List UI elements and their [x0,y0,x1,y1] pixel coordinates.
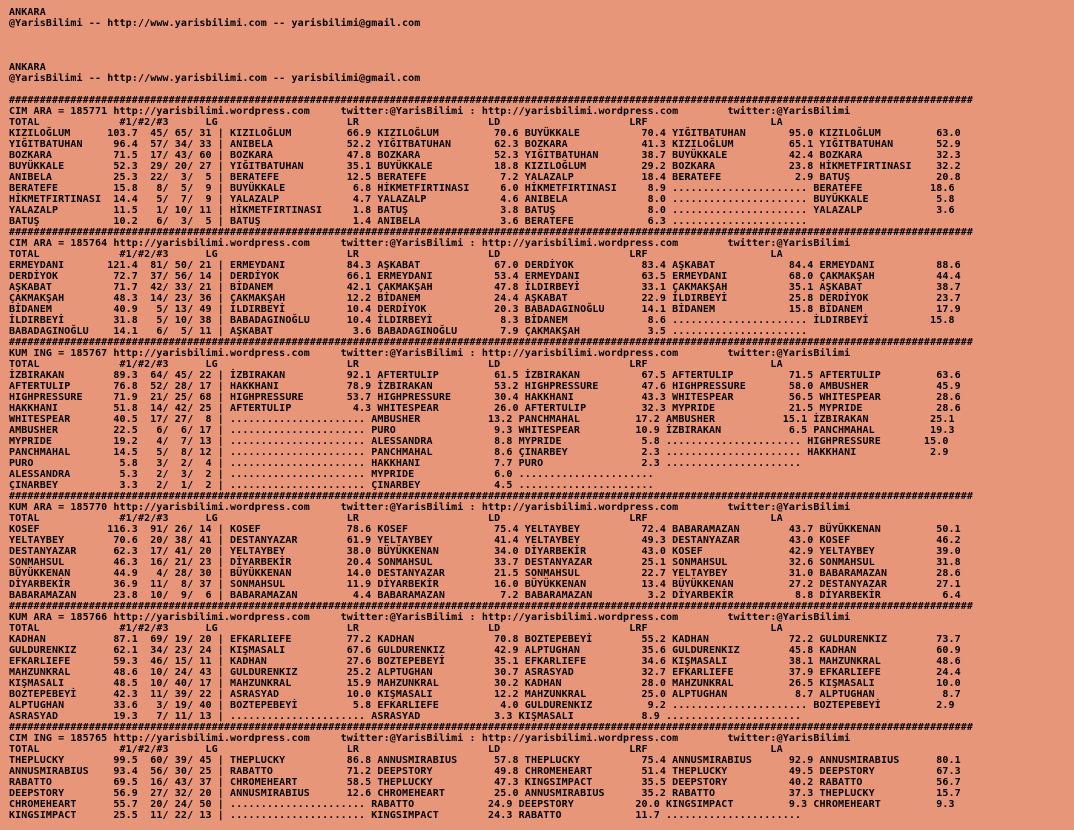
section-divider: ############################################################################################################################################################# [9,722,974,733]
column-header-line: TOTAL #1/#2/#3 LG LR LD LRF LA [9,117,783,128]
column-header-line: TOTAL #1/#2/#3 LG LR LD LRF LA [9,359,783,370]
section-divider: ############################################################################################################################################################# [9,227,974,238]
blank-line [9,51,1074,62]
horse-row: DESTANYAZAR 62.3 17/ 41/ 20 | YELTAYBEY 38.0 BÜYÜKKENAN 34.0 DİYARBEKİR 43.0 KOSEF 42.9 YELTAYBEY 39.0 [9,546,961,557]
horse-row: DEEPSTORY 56.9 27/ 32/ 20 | ANNUSMIRABIUS 12.6 CHROMEHEART 25.0 ANNUSMIRABIUS 35.2 RABATTO 37.3 THEPLUCKY 15.7 [9,788,961,799]
horse-row: THEPLUCKY 99.5 60/ 39/ 45 | THEPLUCKY 86.8 ANNUSMIRABIUS 57.8 THEPLUCKY 75.4 ANNUSMIRABIUS 92.9 ANNUSMIRABIUS 80.1 [9,755,961,766]
horse-row: KIZILOĞLUM 103.7 45/ 65/ 31 | KIZILOĞLUM 66.9 KIZILOĞLUM 70.6 BUYÜKKALE 70.4 YIĞITBATUHAN 95.0 KIZILOĞLUM 63.0 [9,128,961,139]
column-header-line: TOTAL #1/#2/#3 LG LR LD LRF LA [9,744,783,755]
contact-line: @YarisBilimi -- http://www.yarisbilimi.com -- yarisbilimi@gmail.com [9,73,421,84]
blank-line [9,84,1074,95]
column-header-line: TOTAL #1/#2/#3 LG LR LD LRF LA [9,513,783,524]
horse-row: BUYÜKKALE 52.3 29/ 20/ 27 | YIĞITBATUHAN 35.1 BUYÜKKALE 18.8 KIZILOĞLUM 29.2 BOZKARA 23.8 HİKMETFIRTINASI 32.2 [9,161,961,172]
horse-row: ANNUSMIRABIUS 93.4 56/ 30/ 25 | RABATTO 71.2 DEEPSTORY 49.8 CHROMEHEART 51.4 THEPLUCKY 49.5 DEEPSTORY 67.3 [9,766,961,777]
horse-row: ALPTUGHAN 33.6 3/ 19/ 40 | BOZTEPEBEYİ 5.8 EFKARLIEFE 4.0 GULDURENKIZ 9.2 ...................... BOZTEPEBEYİ 2.9 [9,700,955,711]
horse-row: BABARAMAZAN 23.8 10/ 9/ 6 | BABARAMAZAN 4.4 BABARAMAZAN 7.2 BABARAMAZAN 3.2 DİYARBEKİR 8.8 DİYARBEKİR 6.4 [9,590,961,601]
horse-row: ASRASYAD 19.3 7/ 11/ 13 | ...................... ASRASYAD 3.3 KIŞMASALI 8.9 ...................... [9,711,802,722]
horse-row: KOSEF 116.3 91/ 26/ 14 | KOSEF 78.6 KOSEF 75.4 YELTAYBEY 72.4 BABARAMAZAN 43.7 BÜYÜKKENAN 50.1 [9,524,961,535]
horse-row: KIŞMASALI 48.5 10/ 40/ 17 | MAHZUNKRAL 15.9 MAHZUNKRAL 30.2 KADHAN 28.0 MAHZUNKRAL 26.5 KIŞMASALI 10.0 [9,678,961,689]
horse-row: EFKARLIEFE 59.3 46/ 15/ 11 | KADHAN 27.6 BOZTEPEBEYİ 35.1 EFKARLIEFE 34.6 KIŞMASALI 38.1 MAHZUNKRAL 48.6 [9,656,961,667]
horse-row: CHROMEHEART 55.7 20/ 24/ 50 | ...................... RABATTO 24.9 DEEPSTORY 20.0 KINGSIMPACT 9.3 CHROMEHEART 9.3 [9,799,955,810]
horse-row: MYPRIDE 19.2 4/ 7/ 13 | ...................... ALESSANDRA 8.8 MYPRIDE 5.8 ...................... HIGHPRESSURE 15.0 [9,436,949,447]
horse-row: BERATEFE 15.8 8/ 5/ 9 | BUYÜKKALE 6.8 HİKMETFIRTINASI 6.0 HİKMETFIRTINASI 8.9 ...................... BERATEFE 18.6 [9,183,955,194]
horse-row: BOZKARA 71.5 17/ 43/ 60 | BOZKARA 47.8 BOZKARA 52.3 YIĞITBATUHAN 38.7 BUYÜKKALE 42.4 BOZKARA 32.3 [9,150,961,161]
horse-row: PURO 5.8 3/ 2/ 4 | ...................... HAKKHANI 7.7 PURO 2.3 ...................... [9,458,802,469]
horse-row: AMBUSHER 22.5 6/ 6/ 17 | ...................... PURO 9.3 WHITESPEAR 10.9 İZBIRAKAN 6.5 PANCHMAHAL 19.3 [9,425,955,436]
race-header-line: CIM ING = 185765 http://yarisbilimi.wordpress.com twitter:@YarisBilimi : http://yarisbilimi.wordpress.com twitter:@YarisBilimi [9,733,851,744]
horse-row: BOZTEPEBEYİ 42.3 11/ 39/ 22 | ASRASYAD 10.0 KIŞMASALI 12.2 MAHZUNKRAL 25.0 ALPTUGHAN 8.7 ALPTUGHAN 8.7 [9,689,961,700]
horse-row: ERMEYDANI 121.4 81/ 50/ 21 | ERMEYDANI 84.3 AŞKABAT 67.0 DERDİYOK 83.4 AŞKABAT 84.4 ERMEYDANI 88.6 [9,260,961,271]
contact-line: @YarisBilimi -- http://www.yarisbilimi.com -- yarisbilimi@gmail.com [9,18,421,29]
blank-line [9,29,1074,40]
horse-row: RABATTO 69.5 16/ 43/ 37 | CHROMEHEART 58.5 THEPLUCKY 47.3 KINGSIMPACT 35.5 DEEPSTORY 40.2 RABATTO 56.7 [9,777,961,788]
horse-row: SONMAHSUL 46.3 16/ 21/ 23 | DİYARBEKİR 20.4 SONMAHSUL 33.7 DESTANYAZAR 25.1 SONMAHSUL 32.6 SONMAHSUL 31.8 [9,557,961,568]
blank-line [9,40,1074,51]
horse-row: BÜYÜKKENAN 44.9 4/ 28/ 30 | BÜYÜKKENAN 14.0 DESTANYAZAR 21.5 SONMAHSUL 22.7 YELTAYBEY 31.0 BABARAMAZAN 28.6 [9,568,961,579]
horse-row: DERDİYOK 72.7 37/ 56/ 14 | DERDİYOK 66.1 ERMEYDANI 53.4 ERMEYDANI 63.5 ERMEYDANI 68.0 ÇAKMAKŞAH 44.4 [9,271,961,282]
race-header-line: KUM ING = 185767 http://yarisbilimi.wordpress.com twitter:@YarisBilimi : http://yarisbilimi.wordpress.com twitter:@YarisBilimi [9,348,851,359]
horse-row: HIGHPRESSURE 71.9 21/ 25/ 68 | HIGHPRESSURE 53.7 HIGHPRESSURE 30.4 HAKKHANI 43.3 WHITESPEAR 56.5 WHITESPEAR 28.6 [9,392,961,403]
section-divider: ############################################################################################################################################################# [9,601,974,612]
horse-row: YALAZALP 11.5 1/ 10/ 11 | HİKMETFIRTINASI 1.8 BATUŞ 3.8 BATUŞ 8.0 ...................... YALAZALP 3.6 [9,205,955,216]
race-header-line: CIM ARA = 185771 http://yarisbilimi.wordpress.com twitter:@YarisBilimi : http://yarisbilimi.wordpress.com twitter:@YarisBilimi [9,106,851,117]
city-title: ANKARA [9,7,46,18]
horse-row: YIĞITBATUHAN 96.4 57/ 34/ 33 | ANIBELA 52.2 YIĞITBATUHAN 62.3 BOZKARA 41.3 KIZILOĞLUM 65.1 YIĞITBATUHAN 52.9 [9,139,961,150]
city-title: ANKARA [9,62,46,73]
horse-row: BİDANEM 40.9 5/ 13/ 49 | İLDIRBEYİ 10.4 DERDİYOK 20.3 BABADAGINOĞLU 14.1 BİDANEM 15.8 BİDANEM 17.9 [9,304,961,315]
column-header-line: TOTAL #1/#2/#3 LG LR LD LRF LA [9,249,783,260]
horse-row: AFTERTULIP 76.8 52/ 28/ 17 | HAKKHANI 78.9 İZBIRAKAN 53.2 HIGHPRESSURE 47.6 HIGHPRESSURE 58.0 AMBUSHER 45.9 [9,381,961,392]
horse-row: PANCHMAHAL 14.5 5/ 8/ 12 | ...................... PANCHMAHAL 8.6 ÇINARBEY 2.3 ...................... HAKKHANI 2.9 [9,447,949,458]
horse-row: BATUŞ 10.2 6/ 3/ 5 | BATUŞ 1.4 ANIBELA 3.6 BERATEFE 6.3 ...................... [9,216,808,227]
horse-row: BABADAGINOĞLU 14.1 6/ 5/ 11 | AŞKABAT 3.6 BABADAGINOĞLU 7.9 ÇAKMAKŞAH 3.5 ...................... [9,326,808,337]
horse-row: ANIBELA 25.3 22/ 3/ 5 | BERATEFE 12.5 BERATEFE 7.2 YALAZALP 18.4 BERATEFE 2.9 BATUŞ 20.8 [9,172,961,183]
race-header-line: CIM ARA = 185764 http://yarisbilimi.wordpress.com twitter:@YarisBilimi : http://yarisbilimi.wordpress.com twitter:@YarisBilimi [9,238,851,249]
horse-row: GULDURENKIZ 62.1 34/ 23/ 24 | KIŞMASALI 67.6 GULDURENKIZ 42.9 ALPTUGHAN 35.6 GULDURENKIZ 45.8 KADHAN 60.9 [9,645,961,656]
horse-row: DİYARBEKİR 36.9 11/ 8/ 37 | SONMAHSUL 11.9 DİYARBEKİR 16.0 BÜYÜKKENAN 13.4 BÜYÜKKENAN 27.2 DESTANYAZAR 27.1 [9,579,961,590]
horse-row: AŞKABAT 71.7 42/ 33/ 21 | BİDANEM 42.1 ÇAKMAKŞAH 47.8 İLDIRBEYİ 33.1 ÇAKMAKŞAH 35.1 AŞKABAT 38.7 [9,282,961,293]
horse-row: ÇAKMAKŞAH 48.3 14/ 23/ 36 | ÇAKMAKŞAH 12.2 BİDANEM 24.4 AŞKABAT 22.9 İLDIRBEYİ 25.8 DERDİYOK 23.7 [9,293,961,304]
horse-row: YELTAYBEY 70.6 20/ 38/ 41 | DESTANYAZAR 61.9 YELTAYBEY 41.4 YELTAYBEY 49.3 DESTANYAZAR 43.0 KOSEF 46.2 [9,535,961,546]
horse-row: HİKMETFIRTINASI 14.4 5/ 7/ 9 | YALAZALP 4.7 YALAZALP 4.6 ANIBELA 8.0 ...................... BUYÜKKALE 5.8 [9,194,955,205]
horse-row: ÇINARBEY 3.3 2/ 1/ 2 | ...................... ÇINARBEY 4.5 ...................... [9,480,654,491]
horse-row: İLDIRBEYİ 31.8 5/ 10/ 38 | BABADAGINOĞLU 10.4 İLDIRBEYİ 8.3 BİDANEM 8.6 ...................... İLDIRBEYİ 15.8 [9,315,955,326]
race-header-line: KUM ARA = 185766 http://yarisbilimi.wordpress.com twitter:@YarisBilimi : http://yarisbilimi.wordpress.com twitter:@YarisBilimi [9,612,851,623]
horse-row: ALESSANDRA 5.3 2/ 3/ 2 | ...................... MYPRIDE 6.0 ...................... [9,469,654,480]
race-header-line: KUM ARA = 185770 http://yarisbilimi.wordpress.com twitter:@YarisBilimi : http://yarisbilimi.wordpress.com twitter:@YarisBilimi [9,502,851,513]
horse-row: KINGSIMPACT 25.5 11/ 22/ 13 | ...................... KINGSIMPACT 24.3 RABATTO 11.7 ...................... [9,810,802,821]
section-divider: ############################################################################################################################################################# [9,337,974,348]
column-header-line: TOTAL #1/#2/#3 LG LR LD LRF LA [9,623,783,634]
horse-row: KADHAN 87.1 69/ 19/ 20 | EFKARLIEFE 77.2 KADHAN 70.8 BOZTEPEBEYİ 55.2 KADHAN 72.2 GULDURENKIZ 73.7 [9,634,961,645]
horse-row: MAHZUNKRAL 48.6 10/ 24/ 43 | GULDURENKIZ 25.2 ALPTUGHAN 30.7 ASRASYAD 32.7 EFKARLIEFE 37.9 EFKARLIEFE 24.4 [9,667,961,678]
section-divider: ############################################################################################################################################################# [9,95,974,106]
horse-row: İZBIRAKAN 89.3 64/ 45/ 22 | İZBIRAKAN 92.1 AFTERTULIP 61.5 İZBIRAKAN 67.5 AFTERTULIP 71.5 AFTERTULIP 63.6 [9,370,961,381]
horse-row: HAKKHANI 51.8 14/ 42/ 25 | AFTERTULIP 4.3 WHITESPEAR 26.0 AFTERTULIP 32.3 MYPRIDE 21.5 MYPRIDE 28.6 [9,403,961,414]
horse-row: WHITESPEAR 40.5 17/ 27/ 8 | ...................... AMBUSHER 13.2 PANCHMAHAL 17.2 AMBUSHER 15.1 İZBIRAKAN 25.1 [9,414,955,425]
section-divider: ############################################################################################################################################################# [9,491,974,502]
